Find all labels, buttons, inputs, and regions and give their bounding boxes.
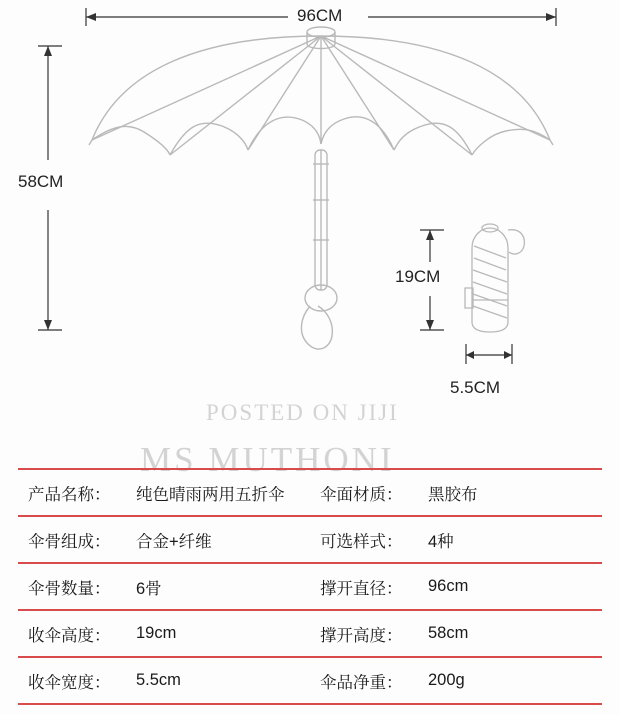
spec-key-cell bbox=[18, 516, 136, 563]
spec-key-cell bbox=[310, 563, 428, 610]
folded-umbrella bbox=[465, 224, 524, 332]
spec-key-label: 可选样式： bbox=[320, 532, 403, 551]
table-row bbox=[18, 657, 602, 704]
spec-key-cell bbox=[18, 657, 136, 704]
spec-value-label: 6骨 bbox=[136, 579, 162, 598]
spec-key-cell bbox=[310, 657, 428, 704]
dimension-label-folded-width: 5.5CM bbox=[450, 378, 501, 397]
spec-key-label: 收伞高度： bbox=[28, 626, 111, 645]
spec-value-label: 200g bbox=[428, 671, 465, 689]
spec-key-cell bbox=[310, 469, 428, 516]
spec-value-cell bbox=[136, 516, 310, 563]
umbrella-shaft-handle bbox=[301, 150, 337, 349]
spec-key-cell bbox=[18, 610, 136, 657]
spec-value-cell bbox=[428, 657, 602, 704]
folded-width-measure bbox=[466, 344, 512, 364]
spec-key-label: 伞骨组成： bbox=[28, 532, 111, 551]
dimension-label-open-height: 58CM bbox=[18, 172, 64, 191]
spec-value-label: 4种 bbox=[428, 532, 454, 551]
spec-key-label: 产品名称： bbox=[28, 485, 111, 504]
spec-value-label: 5.5cm bbox=[136, 671, 181, 689]
spec-value-cell bbox=[428, 516, 602, 563]
watermark-line-1: POSTED ON JIJI bbox=[206, 400, 399, 425]
spec-value-label: 96cm bbox=[428, 577, 469, 595]
spec-value-cell bbox=[136, 610, 310, 657]
dimension-label-open-width: 96CM bbox=[297, 6, 343, 25]
table-row bbox=[18, 469, 602, 516]
watermark-line-2: MS MUTHONI bbox=[140, 440, 395, 479]
open-umbrella bbox=[89, 27, 553, 155]
spec-key-label: 撑开高度： bbox=[320, 626, 403, 645]
spec-value-label: 合金+纤维 bbox=[136, 532, 212, 551]
spec-value-label: 黑胶布 bbox=[428, 485, 478, 504]
spec-key-cell bbox=[18, 469, 136, 516]
spec-value-cell bbox=[136, 469, 310, 516]
spec-key-cell bbox=[310, 610, 428, 657]
spec-value-cell bbox=[136, 563, 310, 610]
spec-value-label: 19cm bbox=[136, 624, 177, 642]
spec-key-label: 伞面材质： bbox=[320, 485, 403, 504]
spec-value-cell bbox=[428, 563, 602, 610]
spec-key-cell bbox=[18, 563, 136, 610]
spec-value-cell bbox=[136, 657, 310, 704]
spec-value-cell bbox=[428, 469, 602, 516]
spec-value-label: 纯色晴雨两用五折伞 bbox=[136, 485, 285, 504]
dimension-label-folded-height: 19CM bbox=[395, 267, 441, 286]
spec-value-label: 58cm bbox=[428, 624, 469, 642]
spec-value-cell bbox=[428, 610, 602, 657]
table-row bbox=[18, 516, 602, 563]
spec-key-cell bbox=[310, 516, 428, 563]
spec-key-label: 撑开直径： bbox=[320, 579, 403, 598]
spec-key-label: 伞品净重： bbox=[320, 673, 403, 692]
specification-table bbox=[18, 468, 602, 705]
spec-key-label: 伞骨数量： bbox=[28, 579, 111, 598]
table-row bbox=[18, 610, 602, 657]
spec-key-label: 收伞宽度： bbox=[28, 673, 111, 692]
table-row bbox=[18, 563, 602, 610]
